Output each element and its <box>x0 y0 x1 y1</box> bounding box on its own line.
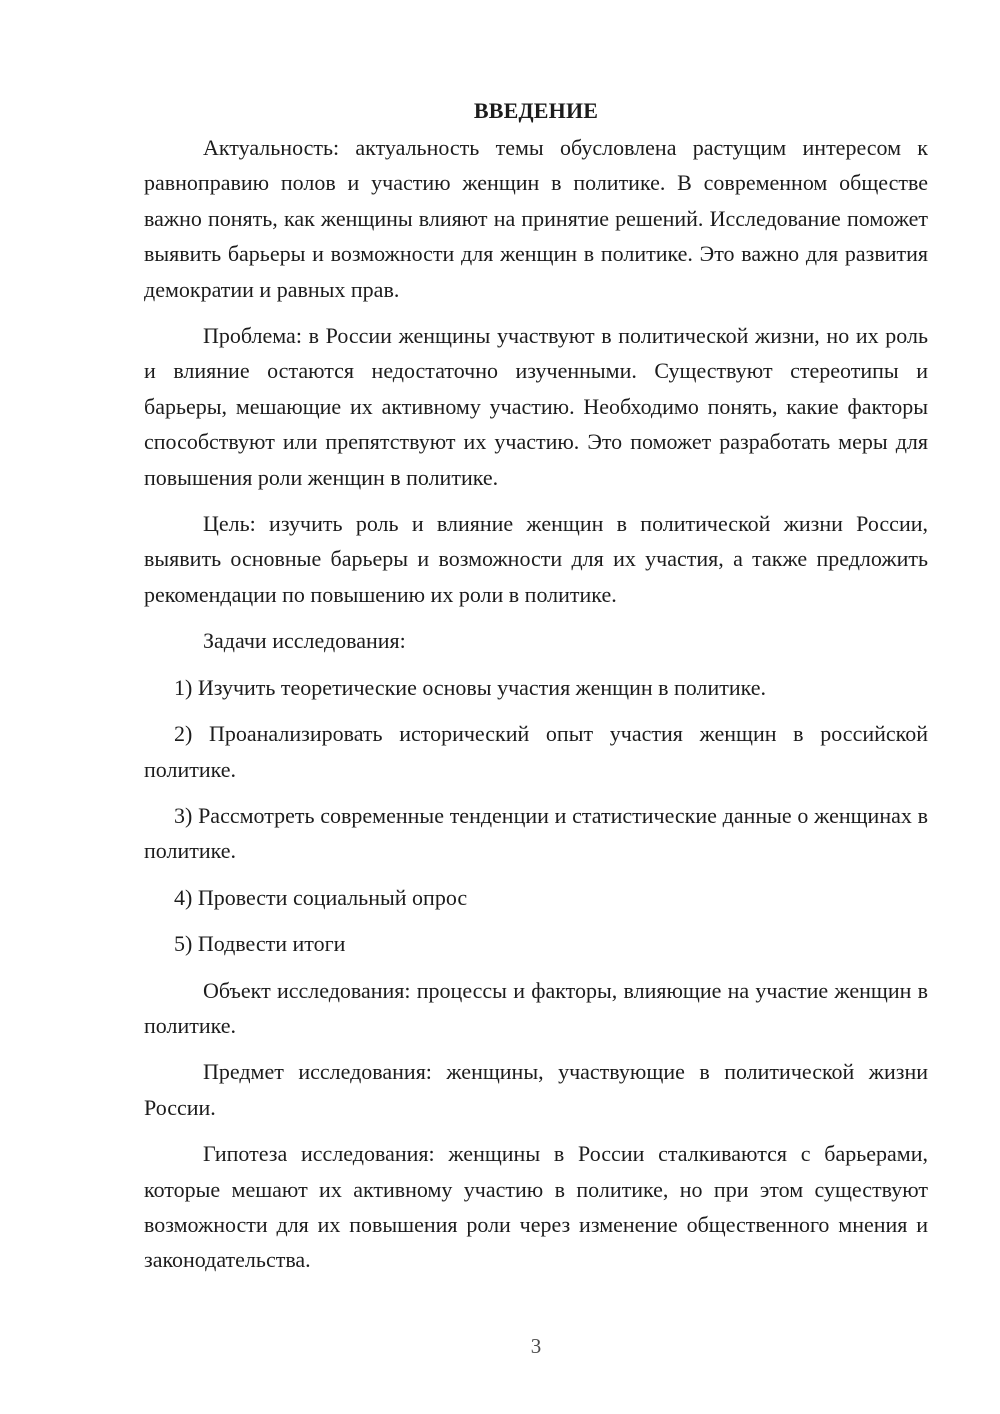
task-item-5: 5) Подвести итоги <box>174 931 346 957</box>
page-content <box>144 96 928 1278</box>
object-paragraph: Объект исследования: процессы и факторы, влияющие на участие женщин в политике. <box>144 977 928 1038</box>
tasks-heading: Задачи исследования: <box>203 628 406 654</box>
task-item-3: 3) Рассмотреть современные тенденции и статистические данные о женщинах в политике. <box>144 802 928 864</box>
goal-paragraph: Цель: изучить роль и влияние женщин в политической жизни России, выявить основные барьеры и возможности для их участия, а также предложить рекомендации по повышению их роли в политике. <box>144 511 928 607</box>
problem-paragraph: Проблема: в России женщины участвуют в политической жизни, но их роль и влияние остаются недостаточно изученными. Существуют стереотипы и барьеры, мешающие их активному участию. Необходимо понять, какие факторы способствуют или препятствуют их участию. Это поможет разработать меры для повышения роли женщин в политике. <box>144 323 928 490</box>
section-heading: ВВЕДЕНИЕ <box>473 98 599 123</box>
hypothesis-paragraph: Гипотеза исследования: женщины в России сталкиваются с барьерами, которые мешают их активному участию в политике, но при этом существуют возможности для их повышения роли через изменение общественного мнения и законодательства. <box>144 1141 928 1273</box>
task-item-1: 1) Изучить теоретические основы участия женщин в политике. <box>174 674 767 700</box>
subject-paragraph: Предмет исследования: женщины, участвующие в политической жизни России. <box>144 1059 928 1120</box>
task-item-2: 2) Проанализировать исторический опыт участия женщин в российской политике. <box>144 721 928 782</box>
relevance-paragraph: Актуальность: актуальность темы обусловлена растущим интересом к равноправию полов и участию женщин в политике. В современном обществе важно понять, как женщины влияют на принятие решений. Исследование поможет выявить барьеры и возможности для женщин в политике. Это важно для развития демократии и равных прав. <box>144 135 928 302</box>
page-number: 3 <box>530 1334 542 1358</box>
task-item-4: 4) Провести социальный опрос <box>174 884 468 910</box>
